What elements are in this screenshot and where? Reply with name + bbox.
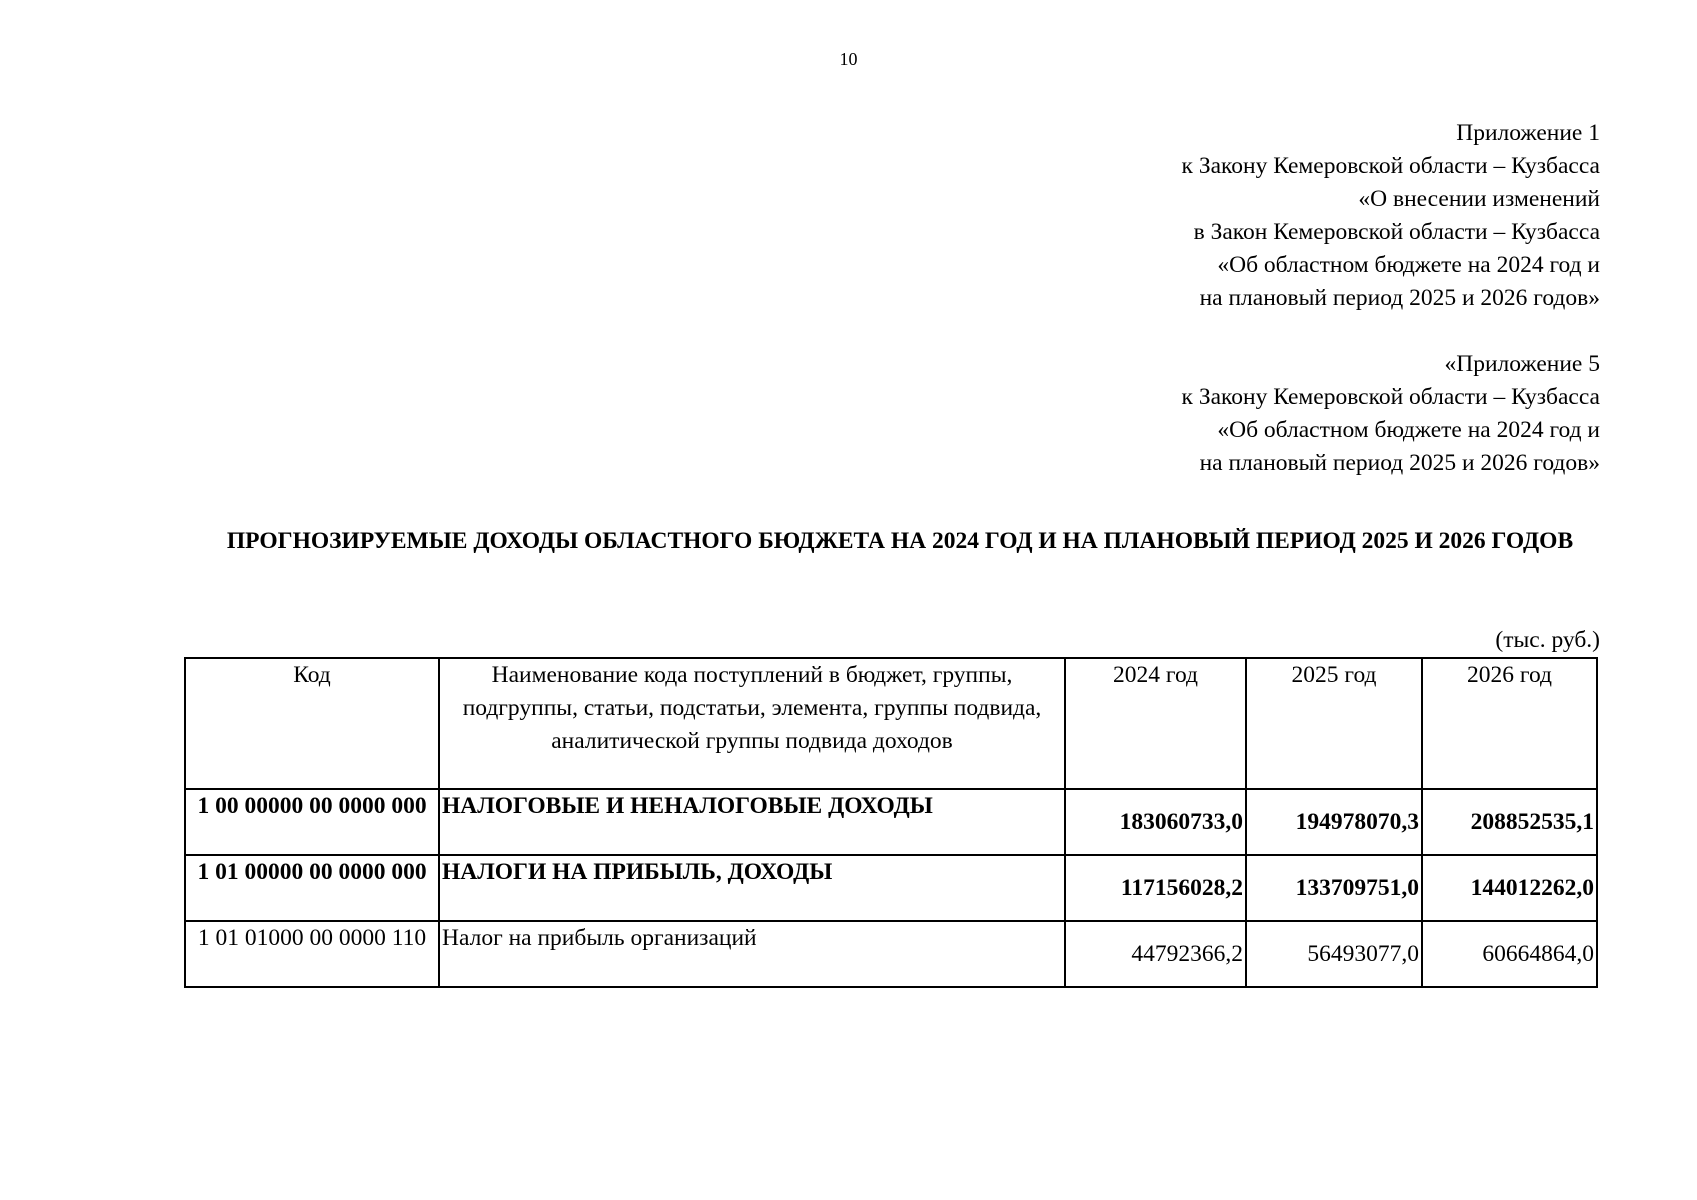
annex-1-line: в Закон Кемеровской области – Кузбасса xyxy=(1193,219,1600,245)
header-2024: 2024 год xyxy=(1065,658,1246,789)
header-2026: 2026 год xyxy=(1422,658,1597,789)
annex-1-line: «О внесении изменений xyxy=(1358,186,1600,212)
row-amount-2024: 44792366,2 xyxy=(1065,921,1246,987)
row-amount-2026: 144012262,0 xyxy=(1422,855,1597,921)
page-number: 10 xyxy=(839,49,858,69)
row-amount-2025: 133709751,0 xyxy=(1246,855,1422,921)
row-code: 1 01 01000 00 0000 110 xyxy=(185,921,439,987)
annex-5-line: «Приложение 5 xyxy=(1444,351,1600,377)
header-name-text: Наименование кода поступлений в бюджет, группы, подгруппы, статьи, подстатьи, элемента, группы подвида, аналитической группы подвида доходов xyxy=(462,662,1042,754)
annex-1-line: к Закону Кемеровской области – Кузбасса xyxy=(1181,153,1600,179)
row-code: 1 01 00000 00 0000 000 xyxy=(185,855,439,921)
row-amount-2026: 208852535,1 xyxy=(1422,789,1597,855)
row-amount-2024: 117156028,2 xyxy=(1065,855,1246,921)
row-name: Налог на прибыль организаций xyxy=(439,921,1065,987)
row-code: 1 00 00000 00 0000 000 xyxy=(185,789,439,855)
row-amount-2025: 56493077,0 xyxy=(1246,921,1422,987)
annex-5-header xyxy=(1182,348,1600,480)
table-header-row xyxy=(185,658,1597,789)
annex-1-line: Приложение 1 xyxy=(1456,120,1600,146)
units-label: (тыс. руб.) xyxy=(1495,627,1600,653)
table-row xyxy=(185,921,1597,987)
row-amount-2026: 60664864,0 xyxy=(1422,921,1597,987)
annex-5-line: «Об областном бюджете на 2024 год и xyxy=(1217,417,1600,443)
table-row xyxy=(185,855,1597,921)
document-title: ПРОГНОЗИРУЕМЫЕ ДОХОДЫ ОБЛАСТНОГО БЮДЖЕТА НА 2024 ГОД И НА ПЛАНОВЫЙ ПЕРИОД 2025 И 2026 ГОДОВ xyxy=(226,528,1574,554)
row-amount-2025: 194978070,3 xyxy=(1246,789,1422,855)
annex-5-line: на плановый период 2025 и 2026 годов» xyxy=(1199,450,1600,476)
table-row xyxy=(185,789,1597,855)
header-name xyxy=(439,658,1065,789)
header-code: Код xyxy=(185,658,439,789)
row-name: НАЛОГИ НА ПРИБЫЛЬ, ДОХОДЫ xyxy=(439,855,1065,921)
header-2025: 2025 год xyxy=(1246,658,1422,789)
row-name: НАЛОГОВЫЕ И НЕНАЛОГОВЫЕ ДОХОДЫ xyxy=(439,789,1065,855)
annex-1-header xyxy=(1182,117,1600,315)
annex-5-line: к Закону Кемеровской области – Кузбасса xyxy=(1181,384,1600,410)
income-table xyxy=(184,657,1598,988)
annex-1-line: «Об областном бюджете на 2024 год и xyxy=(1217,252,1600,278)
row-amount-2024: 183060733,0 xyxy=(1065,789,1246,855)
annex-1-line: на плановый период 2025 и 2026 годов» xyxy=(1199,285,1600,311)
